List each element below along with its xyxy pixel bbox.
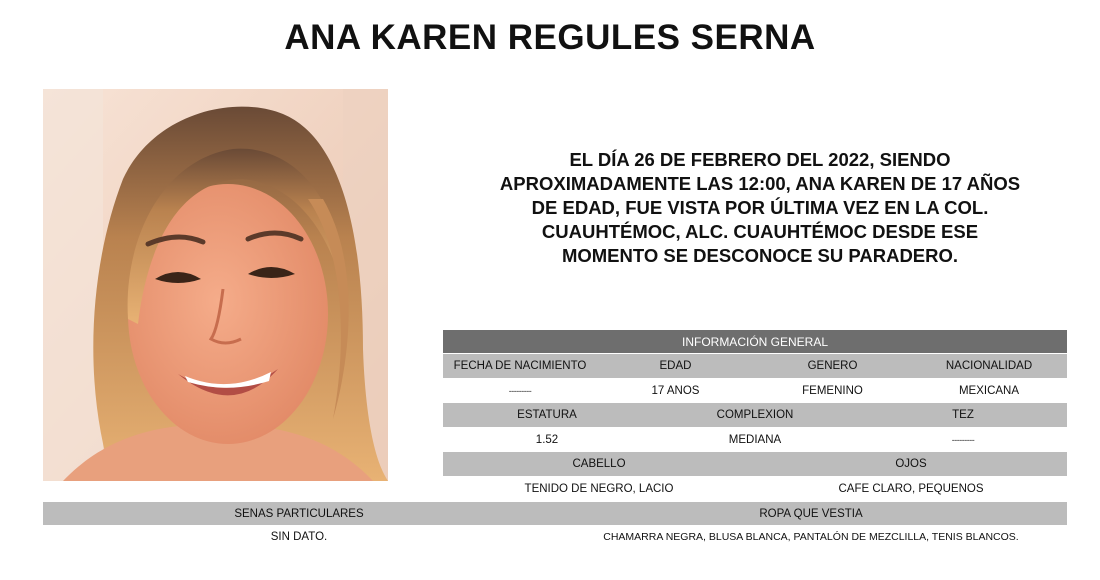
info-row-values (443, 379, 1067, 402)
label-nationality: NACIONALIDAD (945, 360, 1033, 372)
info-row-values (443, 477, 1067, 500)
value-birthdate: --------- (508, 385, 532, 396)
description-line: MOMENTO SE DESCONOCE SU PARADERO. (561, 245, 959, 266)
info-row-labels (443, 452, 1067, 476)
value-gender: FEMENINO (802, 384, 863, 397)
value-nationality: MEXICANA (958, 384, 1020, 397)
info-row-values (43, 526, 1067, 548)
value-complexion: --------- (951, 434, 975, 445)
value-eyes: CAFE CLARO, PEQUEÑOS (838, 482, 984, 495)
value-build: MEDIANA (728, 433, 782, 446)
label-build: COMPLEXIÓN (716, 409, 794, 421)
label-birthdate: FECHA DE NACIMIENTO (453, 360, 587, 372)
description-line: EL DÍA 26 DE FEBRERO DEL 2022, SIENDO (569, 149, 951, 170)
page-title: ANA KAREN REGULES SERNA (284, 18, 816, 57)
label-height: ESTATURA (517, 409, 577, 421)
description-line: CUAUHTÉMOC, ALC. CUAUHTÉMOC DESDE ESE (541, 221, 979, 242)
info-row-labels (443, 354, 1067, 378)
person-photo (43, 89, 388, 481)
label-gender: GÉNERO (807, 360, 858, 372)
label-distinguishing-marks: SEÑAS PARTICULARES (234, 507, 364, 520)
info-row-labels (43, 502, 1067, 525)
info-row-labels (443, 403, 1067, 427)
incident-description (440, 148, 1080, 268)
description-line: APROXIMADAMENTE LAS 12:00, ANA KAREN DE 17 AÑOS (499, 173, 1021, 194)
info-row-values (443, 428, 1067, 451)
label-age: EDAD (659, 360, 692, 372)
value-clothing: CHAMARRA NEGRA, BLUSA BLANCA, PANTALÓN DE MEZCLILLA, TENIS BLANCOS. (603, 531, 1019, 543)
label-hair: CABELLO (572, 458, 626, 470)
value-hair: TEÑIDO DE NEGRO, LACIO (524, 482, 674, 495)
value-height: 1.52 (535, 433, 559, 446)
label-eyes: OJOS (895, 458, 927, 470)
value-age: 17 AÑOS (651, 384, 700, 397)
label-complexion: TEZ (952, 409, 974, 421)
description-line: DE EDAD, FUE VISTA POR ÚLTIMA VEZ EN LA COL. (531, 197, 989, 218)
general-info-header: INFORMACIÓN GENERAL (443, 330, 1067, 353)
label-clothing: ROPA QUE VESTÍA (759, 507, 863, 520)
value-distinguishing-marks: SIN DATO. (270, 531, 328, 543)
